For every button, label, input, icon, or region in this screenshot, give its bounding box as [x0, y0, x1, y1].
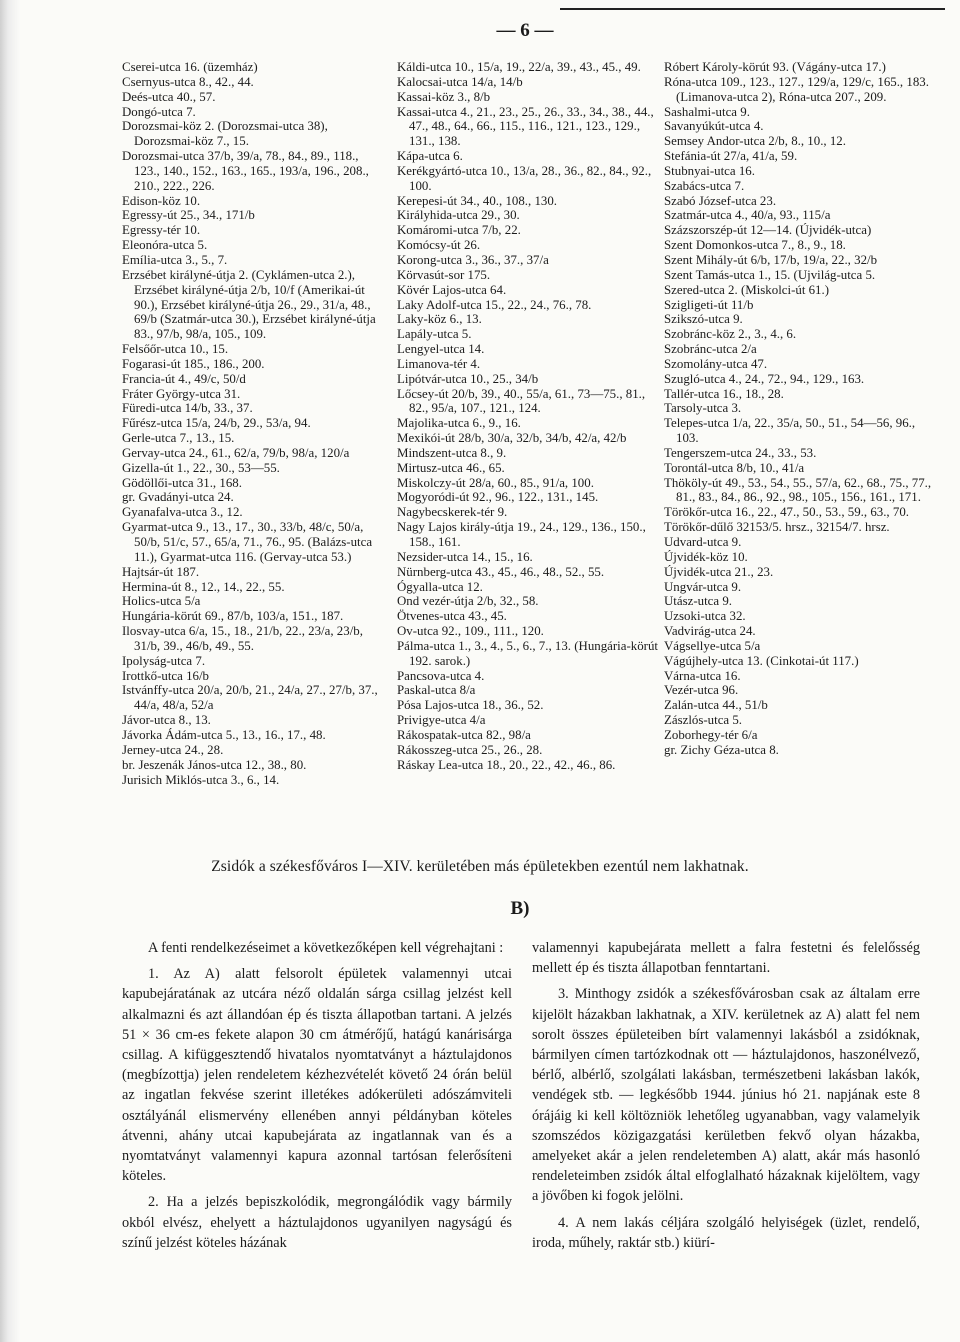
street-entry: Szikszó-utca 9.: [664, 312, 743, 327]
street-entry: Kerepesi-út 34., 40., 108., 130.: [397, 193, 558, 208]
street-entry: Szobránc-utca 2/a: [664, 342, 757, 357]
street-entry: Pósa Lajos-utca 18., 36., 52.: [397, 698, 544, 713]
street-entry: Savanyúkút-utca 4.: [664, 119, 764, 134]
street-entry: Rákosszeg-utca 25., 26., 28.: [397, 742, 543, 757]
street-entry: Szent Domonkos-utca 7., 8., 9., 18.: [664, 238, 846, 253]
street-entry: Tarsoly-utca 3.: [664, 401, 742, 416]
street-entry: Lengyel-utca 14.: [397, 342, 485, 357]
street-entry: Paskal-utca 8/a: [397, 683, 476, 698]
street-entry: Limanova-tér 4.: [397, 356, 481, 371]
paragraph-4: 4. A nem lakás céljára szolgáló helyiségek (üzlet, rendelő, iroda, műhely, raktár stb.) kiürí-: [532, 1214, 920, 1251]
street-entry: Istvánffy-utca 20/a, 20/b, 21., 24/a, 27., 27/b, 37., 44/a, 48/a, 52/a: [122, 683, 378, 713]
street-entry: Ond vezér-útja 2/b, 32., 58.: [397, 594, 539, 609]
street-entry: Gizella-út 1., 22., 30., 53—55.: [122, 460, 280, 475]
street-entry: Miskolczy-út 28/a, 60., 85., 91/a, 100.: [397, 475, 594, 490]
street-entry: Egressy-út 25., 34., 171/b: [122, 208, 255, 223]
street-entry: Kassai-köz 3., 8/b: [397, 89, 491, 104]
street-entry: Stefánia-út 27/a, 41/a, 59.: [664, 149, 798, 164]
street-entry: Újvidék-utca 21., 23.: [664, 564, 774, 579]
paragraph-2: 2. Ha a jelzés bepiszkolódik, megrongálódik vagy bármily okból elvész, ehelyett a háztulajdonos ugyanilyen nagyságú és színű jelzést köteles házának: [122, 1194, 512, 1251]
street-entry: Fráter György-utca 31.: [122, 386, 241, 401]
street-entry: Laky Adolf-utca 15., 22., 24., 76., 78.: [397, 297, 592, 312]
street-entry: Szered-utca 2. (Miskolci-út 61.): [664, 282, 830, 297]
street-entry: Ötvenes-utca 43., 45.: [397, 609, 507, 624]
address-column-2: [397, 60, 659, 773]
street-entry: Körvasút-sor 175.: [397, 267, 491, 282]
street-entry: Pálma-utca 1., 3., 4., 5., 6., 7., 13. (Hungária-körút 192. sarok.): [397, 638, 658, 668]
body-column-left: [122, 938, 512, 1253]
street-entry: Semsey Andor-utca 2/b, 8., 10., 12.: [664, 134, 846, 149]
street-entry: Szatmár-utca 4., 40/a, 93., 115/a: [664, 208, 831, 223]
street-entry: Zalán-utca 44., 51/b: [664, 698, 768, 713]
street-entry: Felsőőr-utca 10., 15.: [122, 342, 229, 357]
street-entry: Hungária-körút 69., 87/b, 103/a, 151., 187.: [122, 609, 344, 624]
street-entry: Gerle-utca 7., 13., 15.: [122, 431, 235, 446]
street-entry: Korong-utca 3., 36., 37., 37/a: [397, 252, 549, 267]
street-entry: Törökőr-dűlő 32153/5. hrsz., 32154/7. hrsz.: [664, 520, 890, 535]
street-entry: Vezér-utca 96.: [664, 683, 739, 698]
street-entry: Kápa-utca 6.: [397, 149, 463, 164]
street-entry: Királyhida-utca 29., 30.: [397, 208, 520, 223]
street-entry: Ráskay Lea-utca 18., 20., 22., 42., 46., 86.: [397, 757, 616, 772]
street-entry: Edison-köz 10.: [122, 193, 201, 208]
street-entry: Nagybecskerek-tér 9.: [397, 505, 508, 520]
street-entry: Lipótvár-utca 10., 25., 34/b: [397, 371, 539, 386]
street-entry: Szugló-utca 4., 24., 72., 94., 129., 163.: [664, 371, 865, 386]
street-entry: Mogyoródi-út 92., 96., 122., 131., 145.: [397, 490, 599, 505]
street-entry: Thököly-út 49., 53., 54., 55., 57/a, 62., 68., 75., 77., 81., 83., 84., 86., 92., 98., 105., 156., 161., 171.: [664, 475, 932, 505]
top-rule: [560, 8, 945, 10]
street-entry: Vágsellye-utca 5/a: [664, 638, 761, 653]
street-entry: Zoborhegy-tér 6/a: [664, 727, 758, 742]
street-entry: Kövér Lajos-utca 64.: [397, 282, 507, 297]
street-entry: Rákospatak-utca 82., 98/a: [397, 727, 531, 742]
notice-headline: Zsidók a székesfőváros I—XIV. kerületében más épületekben ezentúl nem lakhatnak.: [211, 858, 749, 875]
street-entry: Lőcsey-út 20/b, 39., 40., 55/a, 61., 73—75., 81., 82., 95/a, 107., 121., 124.: [397, 386, 646, 416]
street-entry: Uzsoki-utca 32.: [664, 609, 746, 624]
street-entry: Nürnberg-utca 43., 45., 46., 48., 52., 55.: [397, 564, 605, 579]
street-entry: Pancsova-utca 4.: [397, 668, 485, 683]
address-column-3: [664, 60, 934, 758]
street-entry: Stubnyai-utca 16.: [664, 163, 755, 178]
street-entry: Holics-utca 5/a: [122, 594, 201, 609]
street-entry: Káldi-utca 10., 15/a, 19., 22/a, 39., 43., 45., 49.: [397, 60, 641, 74]
street-entry: Privigye-utca 4/a: [397, 713, 486, 728]
street-entry: Gervay-utca 24., 61., 62/a, 79/b, 98/a, 120/a: [122, 445, 350, 460]
street-entry: Törökőr-utca 16., 22., 47., 50., 53., 59., 63., 70.: [664, 505, 909, 520]
street-entry: Százszorszép-út 12—14. (Újvidék-utca): [664, 223, 872, 238]
paragraph-2-continued: valamennyi kapubejárata mellett a falra festetni és felelősség mellett ép és tiszta állapotban fenntartani.: [532, 940, 920, 977]
street-entry: Fűrész-utca 15/a, 24/b, 29., 53/a, 94.: [122, 416, 311, 431]
street-entry: Telepes-utca 1/a, 22., 35/a, 50., 51., 54—56, 96., 103.: [664, 416, 916, 446]
street-entry: Mexikói-út 28/b, 30/a, 32/b, 34/b, 42/a, 42/b: [397, 431, 627, 446]
street-entry: Komócsy-út 26.: [397, 238, 481, 253]
street-entry: Egressy-tér 10.: [122, 223, 201, 238]
street-entry: Eleonóra-utca 5.: [122, 238, 208, 253]
paragraph-1: 1. Az A) alatt felsorolt épületek valamennyi utcai kapubejáratának az utcára néző oldalán sárga csillag jelzést kell alkalmazni és azt állandóan ép és tiszta állapotban tartani. A jelzés 51 × 36 cm-es fekete alapon 30 cm átmérőjű, hatágú kanárisárga csillag. A kifüggesztendő hivatalos nyomtatványt a háztulajdonos (megbízottja) jelen rendeletem kézhezvételét követő 24 órán belül az ingatlan fekvése szerint illetékes adókerületi adószámviteli osztályánál elismervény ellenében annyi példányban köteles átvenni, ahány utcai kapubejárata az ingatlannak van és a nyomtatványt valamennyi kapura azonnal tartósan felerősíteni köteles.: [122, 966, 512, 1185]
street-entry: Erzsébet királyné-útja 2. (Cyklámen-utca 2.), Erzsébet királyné-útja 2/b, 10/f (Amerikai-út 90.), Erzsébet királyné-útja 26., 29., 31/a, 48., 69/b (Szatmár-utca 30.), Erzsébet királyné-útja 83., 97/b, 98/a, 105., 109.: [122, 267, 376, 342]
street-entry: Szabács-utca 7.: [664, 178, 745, 193]
page-number: — 6 —: [496, 20, 554, 41]
street-entry: Lapály-utca 5.: [397, 327, 472, 342]
street-entry: Nagy Lajos király-útja 19., 24., 129., 136., 150., 158., 161.: [397, 520, 646, 549]
street-entry: Ipolyság-utca 7.: [122, 653, 206, 668]
street-entry: Jurisich Miklós-utca 3., 6., 14.: [122, 772, 280, 787]
street-entry: Vágújhely-utca 13. (Cinkotai-út 117.): [664, 653, 859, 668]
street-entry: Ungvár-utca 9.: [664, 579, 742, 594]
street-entry: gr. Zichy Géza-utca 8.: [664, 742, 779, 757]
street-entry: Utász-utca 9.: [664, 594, 733, 609]
street-entry: Hajtsár-út 187.: [122, 564, 200, 579]
street-entry: Szabó József-utca 23.: [664, 193, 777, 208]
street-entry: Francia-út 4., 49/c, 50/d: [122, 371, 246, 386]
street-entry: Cserei-utca 16. (üzemház): [122, 60, 258, 74]
intro-paragraph: A fenti rendelkezéseimet a következőképen kell végrehajtani :: [148, 940, 504, 956]
street-entry: Nezsider-utca 14., 15., 16.: [397, 549, 533, 564]
street-entry: Szobránc-köz 2., 3., 4., 6.: [664, 327, 797, 342]
street-entry: Kalocsai-utca 14/a, 14/b: [397, 74, 523, 89]
section-letter: B): [510, 898, 530, 919]
street-entry: Szent Mihály-út 6/b, 17/b, 19/a, 22., 32/b: [664, 252, 878, 267]
street-entry: Deés-utca 40., 57.: [122, 89, 216, 104]
street-entry: Tengerszem-utca 24., 33., 53.: [664, 445, 817, 460]
body-column-right: [532, 938, 920, 1253]
street-entry: Ógyalla-utca 12.: [397, 579, 483, 594]
street-entry: Ov-utca 92., 109., 111., 120.: [397, 624, 544, 639]
street-entry: Mindszent-utca 8., 9.: [397, 445, 507, 460]
street-entry: Laky-köz 6., 13.: [397, 312, 482, 327]
street-entry: Emília-utca 3., 5., 7.: [122, 252, 228, 267]
street-entry: Várna-utca 16.: [664, 668, 741, 683]
street-entry: Dorozsmai-utca 37/b, 39/a, 78., 84., 89., 118., 123., 140., 152., 163., 165., 193/a, 196., 208., 210., 222., 226.: [122, 149, 369, 193]
street-entry: Majolika-utca 6., 9., 16.: [397, 416, 521, 431]
street-entry: Gyanafalva-utca 3., 12.: [122, 505, 243, 520]
street-entry: Gödöllői-utca 31., 168.: [122, 475, 242, 490]
street-entry: Sashalmi-utca 9.: [664, 104, 750, 119]
street-entry: Róbert Károly-körút 93. (Vágány-utca 17.): [664, 60, 886, 74]
street-entry: Fogarasi-út 185., 186., 200.: [122, 356, 265, 371]
street-entry: Irottkő-utca 16/b: [122, 668, 209, 683]
street-entry: Csernyus-utca 8., 42., 44.: [122, 74, 254, 89]
street-entry: Komáromi-utca 7/b, 22.: [397, 223, 521, 238]
street-entry: Vadvirág-utca 24.: [664, 624, 756, 639]
street-entry: Újvidék-köz 10.: [664, 549, 748, 564]
address-column-1: [122, 60, 384, 787]
street-entry: Gyarmat-utca 9., 13., 17., 30., 33/b, 48/c, 50/a, 50/b, 51/c, 57., 65/a, 71., 76., 95. (Balázs-utca 11.), Gyarmat-utca 116. (Gervay-utca 53.): [122, 520, 373, 564]
street-entry: Dongó-utca 7.: [122, 104, 196, 119]
street-entry: Mirtusz-utca 46., 65.: [397, 460, 505, 475]
street-entry: Szent Tamás-utca 1., 15. (Ujvilág-utca 5.: [664, 267, 876, 282]
street-entry: Zászlós-utca 5.: [664, 713, 743, 728]
street-entry: Udvard-utca 9.: [664, 535, 742, 549]
street-entry: Tallér-utca 16., 18., 28.: [664, 386, 784, 401]
street-entry: Dorozsmai-köz 2. (Dorozsmai-utca 38), Dorozsmai-köz 7., 15.: [122, 119, 328, 149]
street-entry: Jávor-utca 8., 13.: [122, 713, 211, 728]
street-entry: Torontál-utca 8/b, 10., 41/a: [664, 460, 805, 475]
street-entry: Szigligeti-út 11/b: [664, 297, 754, 312]
street-entry: Róna-utca 109., 123., 127., 129/a, 129/c, 165., 183. (Limanova-utca 2), Róna-utca 207., 209.: [664, 74, 929, 104]
street-entry: Jerney-utca 24., 28.: [122, 742, 224, 757]
scan-edge: [0, 0, 20, 1342]
paragraph-3: 3. Minthogy zsidók a székesfővárosban csak az általam erre kijelölt házakban lakhatnak, a XIV. kerületnek az A) alatt fel nem sorolt összes épületeiben bírt valamennyi lakásból a zsidóknak, bármilyen címen tartózkodnak ott — háztulajdonos, haszonélvező, bérlő, albérlő, szolgálati lakásban, természetbeni lakásban lakók, vendégek stb. — legkésőbb 1944. június hó 21. napjának este 8 órájáig ki kell költözniök lehetőleg ugyanabban, vagy valamelyik szomszédos közigazgatási kerületben fekvő olyan házakba, amelyeket akár a jelen rendeletemben A) alatt, akár más hasonló rendeleteimben zsidók által elfoglalható házaknak kijelöltem, vagy a jövőben ki fogok jelölni.: [532, 986, 920, 1205]
street-entry: Jávorka Ádám-utca 5., 13., 16., 17., 48.: [122, 727, 326, 742]
street-entry: Ilosvay-utca 6/a, 15., 18., 21/b, 22., 23/a, 23/b, 31/b, 39., 46/b, 49., 55.: [122, 624, 363, 653]
street-entry: Kassai-utca 4., 21., 23., 25., 26., 33., 34., 38., 44., 47., 48., 64., 66., 115., 116., 121., 123., 129., 131., 138.: [397, 104, 654, 149]
street-entry: br. Jeszenák János-utca 12., 38., 80.: [122, 757, 307, 772]
street-entry: Füredi-utca 14/b, 33., 37.: [122, 401, 253, 416]
street-entry: Hermina-út 8., 12., 14., 22., 55.: [122, 579, 285, 594]
street-entry: gr. Gvadányi-utca 24.: [122, 490, 234, 505]
street-entry: Szomolány-utca 47.: [664, 356, 768, 371]
street-entry: Kerékgyártó-utca 10., 13/a, 28., 36., 82., 84., 92., 100.: [397, 163, 652, 193]
